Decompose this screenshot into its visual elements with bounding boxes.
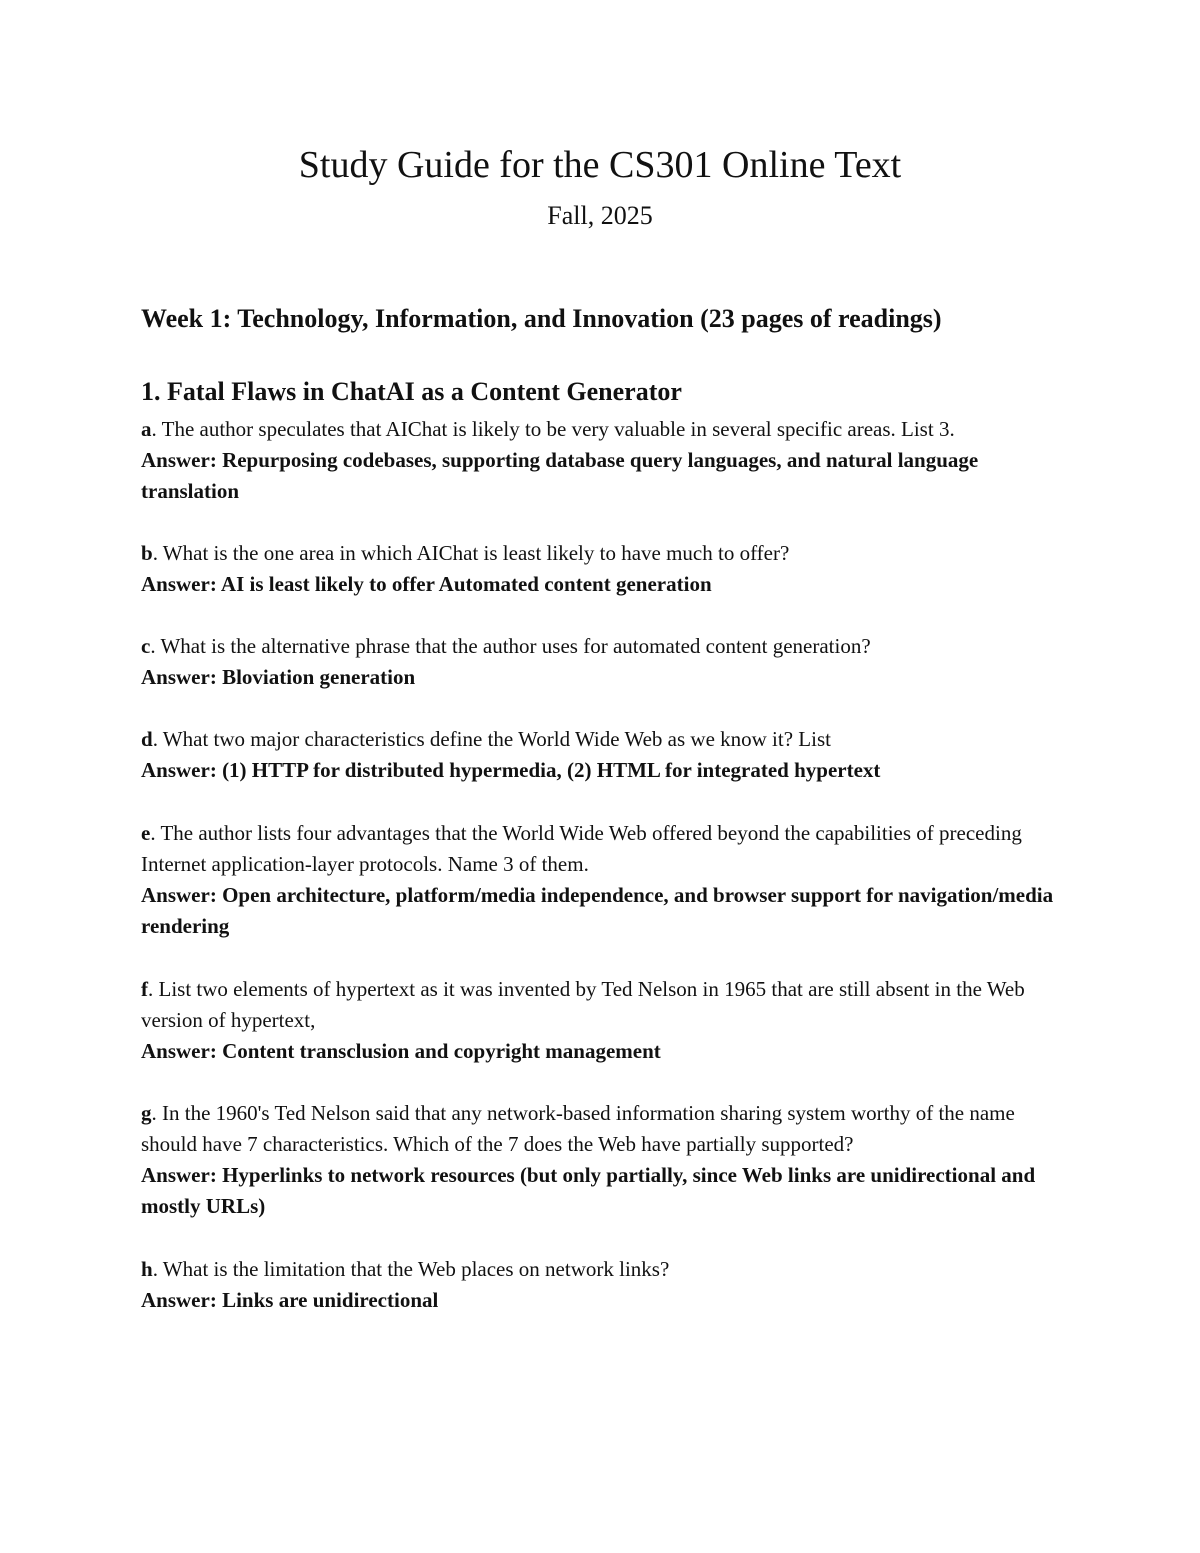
question-block-d xyxy=(141,724,1071,786)
question-text xyxy=(141,1098,1071,1160)
question-letter: d xyxy=(141,727,153,751)
question-letter: g xyxy=(141,1101,152,1125)
question-block-e xyxy=(141,818,1071,942)
question-letter: a xyxy=(141,417,152,441)
section-heading: 1. Fatal Flaws in ChatAI as a Content Generator xyxy=(141,377,682,406)
question-letter: b xyxy=(141,541,153,565)
question-block-h xyxy=(141,1254,1071,1316)
answer-text: Answer: AI is least likely to offer Automated content generation xyxy=(141,572,712,596)
question-letter: h xyxy=(141,1257,153,1281)
question-letter: f xyxy=(141,977,148,1001)
question-letter: c xyxy=(141,634,151,658)
question-block-b xyxy=(141,538,1071,600)
question-body: . In the 1960's Ted Nelson said that any network-based information sharing system worthy of the name should have 7 characteristics. Which of the 7 does the Web have partially supported? xyxy=(141,1101,1015,1156)
answer-text: Answer: Open architecture, platform/media independence, and browser support for navigation/media rendering xyxy=(141,883,1054,938)
question-text xyxy=(141,818,1071,880)
answer-text: Answer: Links are unidirectional xyxy=(141,1288,439,1312)
question-body: . What is the limitation that the Web places on network links? xyxy=(152,1257,670,1281)
question-text xyxy=(141,974,1071,1036)
question-text xyxy=(141,724,1071,755)
question-body: . The author speculates that AIChat is likely to be very valuable in several specific areas. List 3. xyxy=(151,417,955,441)
question-block-f xyxy=(141,974,1071,1067)
document-subtitle: Fall, 2025 xyxy=(547,201,653,230)
question-body: . What is the alternative phrase that the author uses for automated content generation? xyxy=(150,634,871,658)
answer-text: Answer: (1) HTTP for distributed hypermedia, (2) HTML for integrated hypertext xyxy=(141,758,881,782)
question-body: . The author lists four advantages that the World Wide Web offered beyond the capabilities of preceding Internet application-layer protocols. Name 3 of them. xyxy=(141,821,1022,876)
answer-text: Answer: Bloviation generation xyxy=(141,665,416,689)
question-text xyxy=(141,414,1071,445)
question-text xyxy=(141,538,1071,569)
week-heading: Week 1: Technology, Information, and Innovation (23 pages of readings) xyxy=(141,304,942,333)
document-title: Study Guide for the CS301 Online Text xyxy=(298,144,902,186)
question-text xyxy=(141,631,1071,662)
answer-text: Answer: Hyperlinks to network resources (but only partially, since Web links are unidirectional and mostly URLs) xyxy=(141,1163,1036,1218)
answer-text: Answer: Repurposing codebases, supporting database query languages, and natural language translation xyxy=(141,448,979,503)
question-body: . List two elements of hypertext as it was invented by Ted Nelson in 1965 that are still absent in the Web version of hypertext, xyxy=(141,977,1025,1032)
question-body: . What two major characteristics define the World Wide Web as we know it? List xyxy=(152,727,831,751)
question-body: . What is the one area in which AIChat is least likely to have much to offer? xyxy=(152,541,790,565)
answer-text: Answer: Content transclusion and copyright management xyxy=(141,1039,661,1063)
question-text xyxy=(141,1254,1071,1285)
question-letter: e xyxy=(141,821,151,845)
question-block-a xyxy=(141,414,1071,507)
question-block-g xyxy=(141,1098,1071,1222)
question-block-c xyxy=(141,631,1071,693)
